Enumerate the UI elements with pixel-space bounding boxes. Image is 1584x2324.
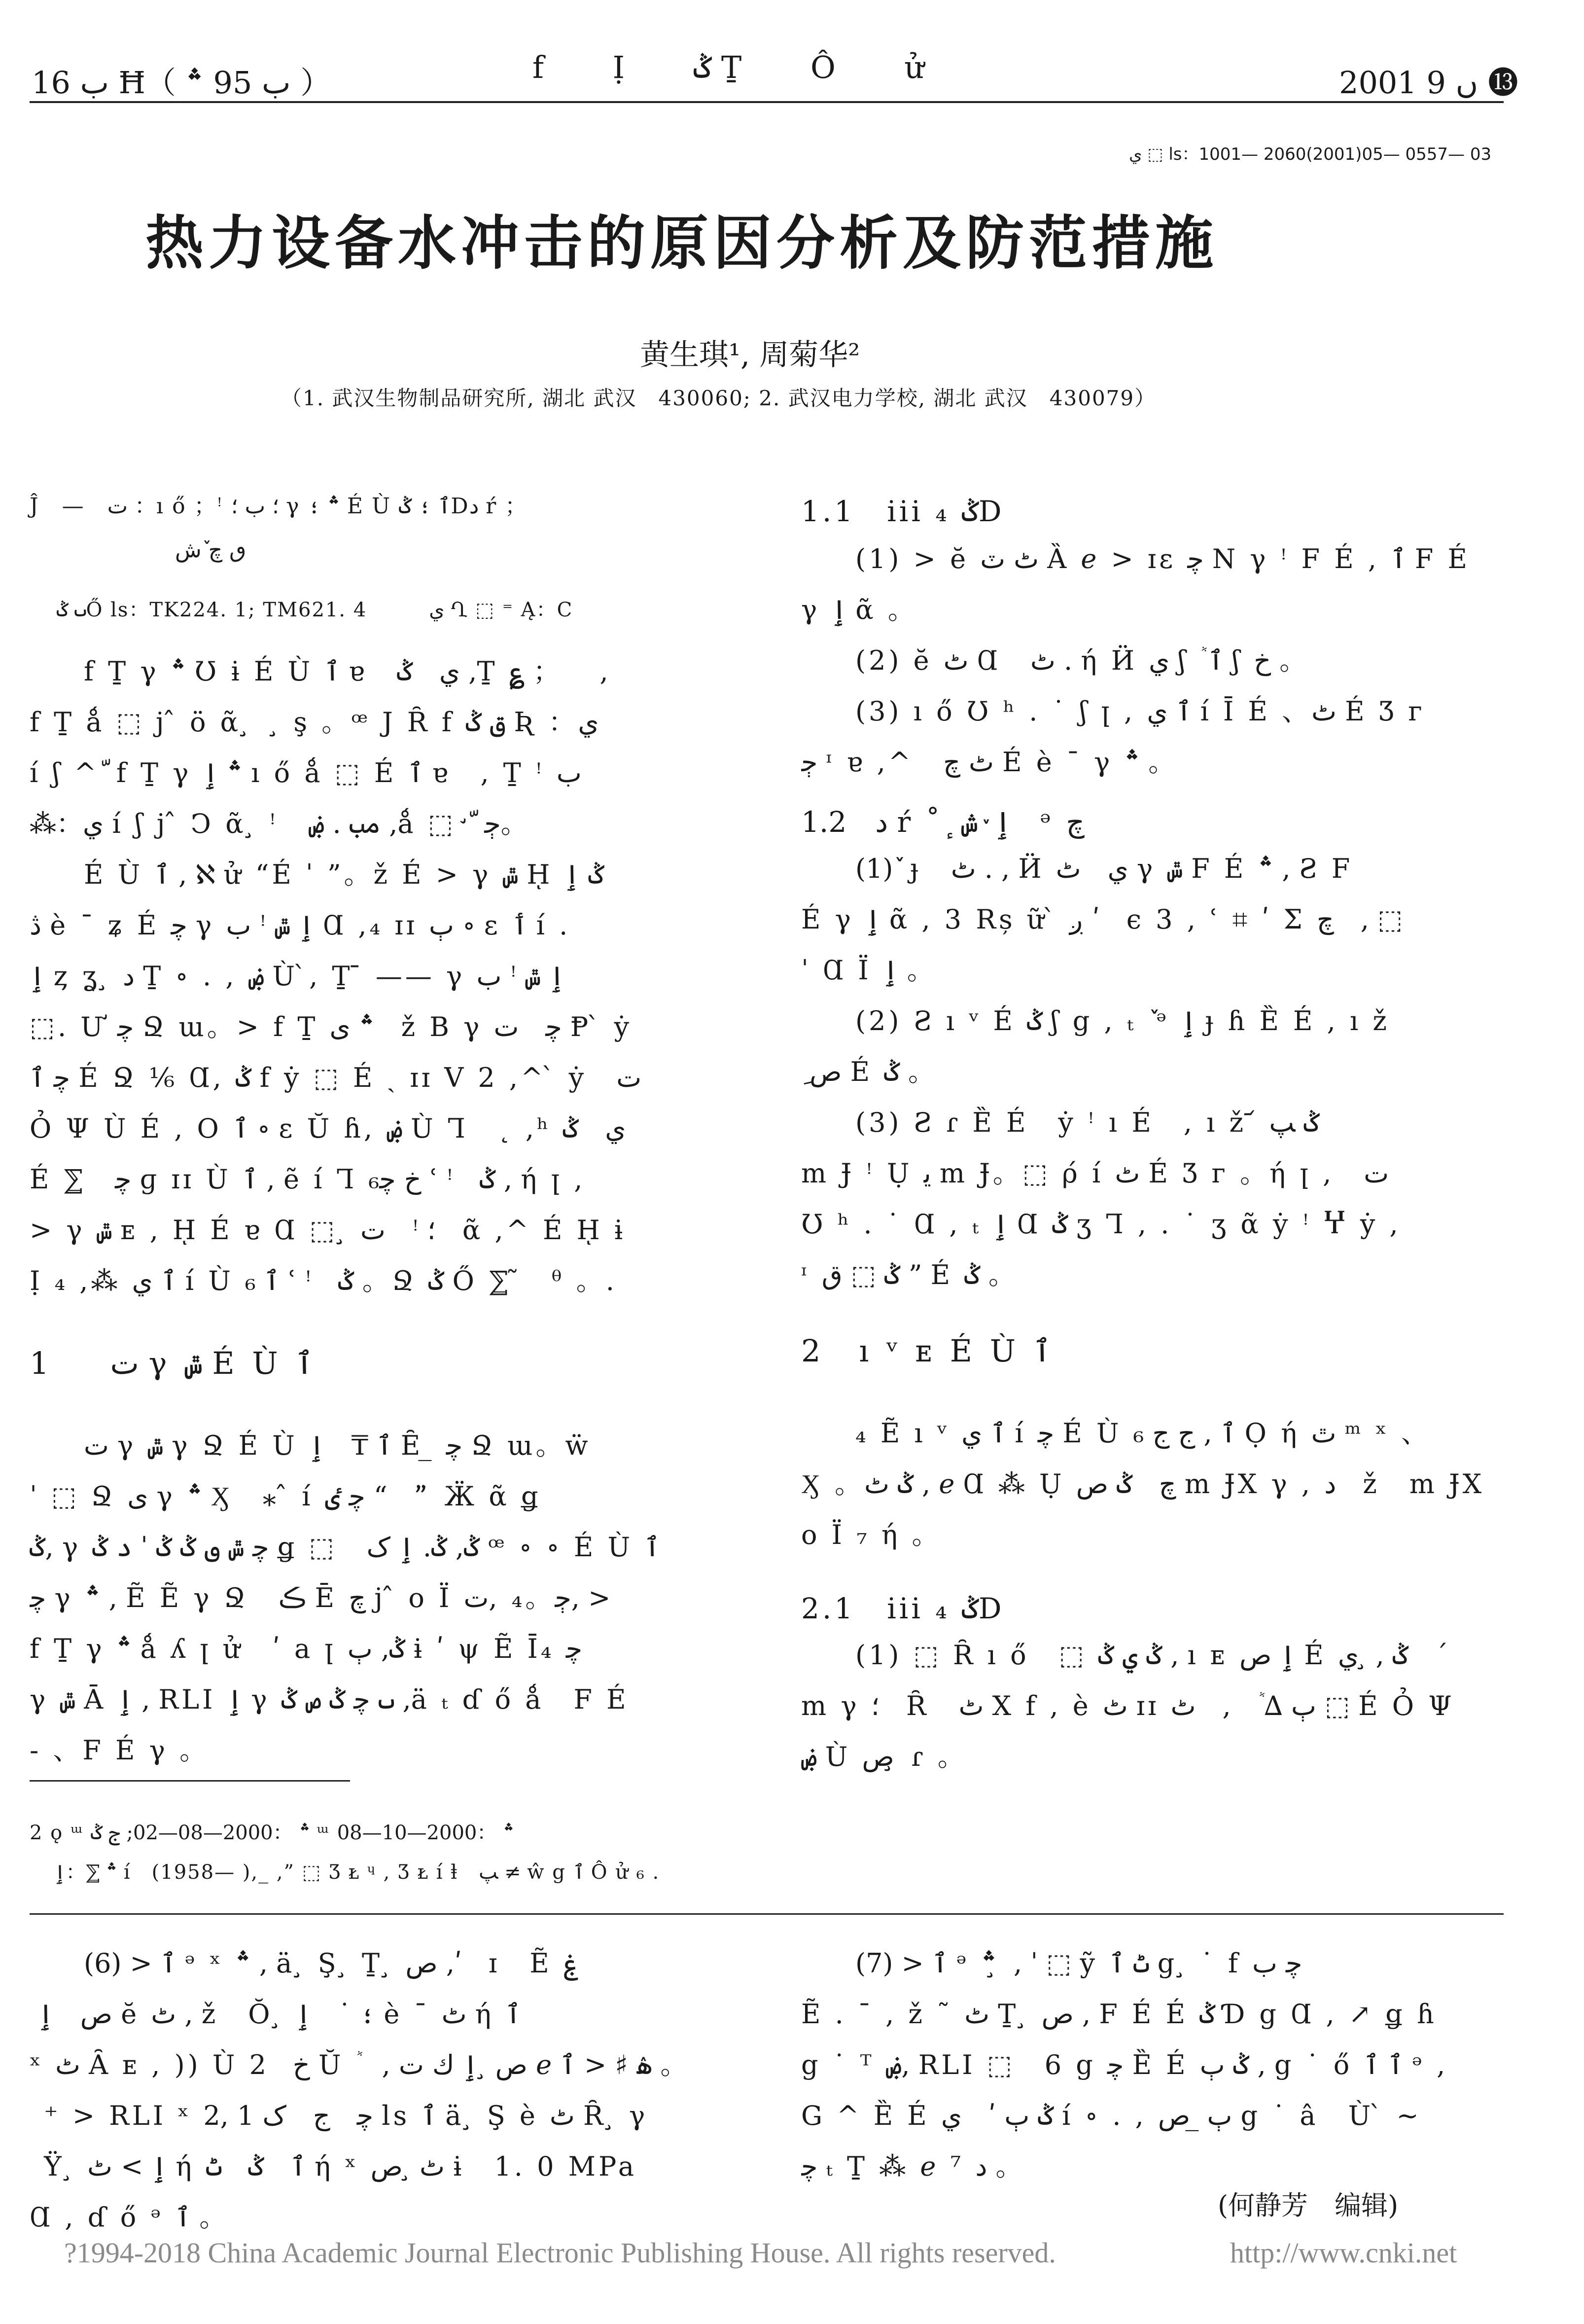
page-break-rule [30, 1913, 1504, 1915]
text-line: (3) ı ő Ʊ ʰ . ˙ ʃ ꞁ , ٱ ي í Ῑ É 、ٹ É Ʒ г [855, 696, 1425, 727]
editor-credit: (何静芳 编辑) [1218, 2190, 1399, 2221]
text-line: (7) > ٱ ᵊ ؞ ̧ , ˈ ⬚ ỹ ٹ ٱ g ̧ ˙ f ﭼ ب [855, 1948, 1302, 1979]
left-column-intro [30, 646, 744, 1306]
author-affiliation: （1. 武汉生物制品研究所, 湖北 武汉 430060; 2. 武汉电力学校, 湖北 武汉 430079） [281, 386, 1157, 410]
subsection-1-1-heading: 1.1 iii ₄ ݣD [801, 495, 1005, 528]
article-authors: 黄生琪¹, 周菊华² [640, 338, 860, 372]
text-line: ̲ ⁺ > RLI ˣ ﭼ ج ک 1 ,2 ls ٱ ä ̧ Ş è ٹ Ȓ ̧ γ [30, 2100, 648, 2131]
copyright-footer: ?1994-2018 China Academic Journal Electronic Publishing House. All rights reserved. [64, 2237, 1056, 2269]
bottom-right-column [801, 1938, 1501, 2192]
text-line: É ⅀ ﭼ ɡ ɪɪ Ù ٱ , ẽ í Ꞁ خ ﭼ₆ ʿ ꜝ ݣ , ή ꞁ , [30, 1164, 586, 1195]
text-line: ﭼ γ ؞ , Ẽ Ẽ γ Ջ ڪ Ē چ j ̂ o Ï ﭴ。₄ ,ت, > [30, 1582, 611, 1613]
text-line: í ʃ ^ ّ f Ṯ γ ؞ ٳ ı ő ǻ ⬚ É ٱ ɐ , Ṯ ꜝ ب [30, 757, 582, 788]
text-line: m Ɉ ꜝ Ụ ﻳ m Ɉ。⬚ ρ́ í ٹ É Ʒ г 。ή ꞁ , ت [801, 1158, 1389, 1189]
right-column-2-1 [801, 1630, 1501, 1782]
text-line: (1) > ĕ ٹ ٽ Ȁ ℯ > ɪɛ ﭼ N γ ꜝ F É , ٱ F É [855, 543, 1470, 574]
keywords-line: ٯ چ ٚش [175, 537, 246, 563]
bottom-left-column [30, 1938, 744, 2243]
right-column-section-2 [801, 1408, 1501, 1560]
text-line: G ^ Ȅ É ݣ ٻ ʹ ي í ∘ . , ٻ ̲ ص g ˙ â Ù ̀ ~ [801, 2100, 1422, 2131]
text-line: ﭼ ₜ Ṯ ⁂ ℯ ⁷ د 。 [801, 2151, 1025, 2182]
text-line: (3) Ƨ ɾ Ȅ É ẏ ꜝ ı É , ı ž ᷄ ݣ ﭗ [855, 1107, 1320, 1138]
text-line: ₄ Ẽ ı ᵛ ٱ ي í ﭼ É Ù ٱ , ج ج ₆ Ọ ή ٿ ᵐ ˣ 、 [855, 1418, 1431, 1449]
article-number: ي ⬚ ls：1001— 2060(2001)05— 0557— 03 [1129, 144, 1492, 164]
text-line: ِ ص É ݣ 。 [801, 1056, 938, 1087]
text-line: Ị ₄ ,⁂ ٱ ي í Ù ٱ ₆ ʿ ꜝ ݣ 。Ջ ݣ Ő ⅀ ̃ ᶿ 。. [30, 1265, 617, 1296]
text-line: (2) ĕ ٹ Ɑ ٹ . ή Ӥ ي ʃ ٞ ٱ ʃ خ 。 [855, 645, 1309, 676]
text-line: γ ݜ Ā ٳ , RLI ٳ γ ٮ ﭼ ݣ ص ݣ ,ä ₜ ɗ ő ǻ F É [30, 1684, 629, 1715]
left-column-section-1 [30, 1420, 744, 1776]
text-line: Ʊ ʰ . ˙ Ɑ , ₜ ٳ Ɑ ݣ ʒ Ꞁ , . ˙ ʒ ᾶ ẏ ꜝ Ⴤ ẏ , [801, 1209, 1401, 1240]
text-line: ݣ, γ ﭼ ݜ ٯ ݣ ݣ ˈ د ݣ ǥ ⬚ ݣ, ݣ. ٳ ک ꟹ ∘ ∘ É Ù ٱ [30, 1532, 660, 1563]
subsection-1-2-heading: 1.2 د ŕ ˚ ٕ ٳ ٚش ᵊ چ [801, 805, 1085, 839]
text-line: f Ṯ ǻ ⬚ j ̂ ö ᾶ ̧ ̧ ş 。ꟹ J Ȓ f ق ݣ Ʀ ：ي [30, 707, 599, 738]
text-line: Ɑ , ɗ ő ᵊ ٱ 。 [30, 2202, 229, 2233]
text-line: ⁂：ي í ʃ j ̂ Ͻ ᾶ ̧ ꜝ مب . ۻ ,ǻ ⬚ ̛ ّ ﭴ。 [30, 808, 530, 839]
text-line: (6) > ٱ ᵊ ˣ ؞ , ä ̧ Ş ̧ Ṯ ̧ ص ,ʹ ɪ Ẽ ۼ [84, 1948, 579, 1979]
footnote-dates: 2 ǫ ᵚ ؞ ：2000—08—02; ج ݣ ᵚ ؞ ：2000—10—08 [30, 1822, 515, 1844]
text-line: γ ٳ ᾶ 。 [801, 594, 917, 625]
text-line: ᶦ ݣ ⬚ ق ” É ݣ 。 [801, 1259, 1019, 1290]
text-line: Ẽ . ˉ , ž ˜ ٹ Ṯ ̧ ص , F É É ݣ Ɗ g Ɑ , ↗ ǥ ɦ [801, 1999, 1437, 2030]
text-line: ﭼ ٱ É Ջ ⅙ Ɑ, ݣ f ẏ ⬚ É ˎ ɪɪ V 2 ,^ ̀ ẏ ت [30, 1062, 642, 1093]
text-line: ˈ ⬚ Ջ ی γ ؞ Ӽ ⁎ ̂ í ﭼ ٸ “ ” ̈ Ӝ ᾶ ǥ [30, 1481, 541, 1512]
abstract-line: Ĵ — ت ：ı ő ；ꜝ ؛ ب ؛ γ ؞ ؛ É Ù ٱ ؛ ݣDد ŕ ； [30, 494, 528, 519]
text-line: ⬚. Ư ﭼ Ջ ɯ。> f Ṯ ؞ ی ž B γ ﭼ ت Ᵽ ̀ ẏ [30, 1011, 633, 1042]
text-line: É γ ٳ ᾶ , 3 Rș ữ ̀ ږ ʹ є 3 , ʿ ⌗ ʹ Σ چ , ⬚ [801, 904, 1403, 935]
journal-info-left: ب 16 Ħ（ ب 95 ؞ ） [32, 65, 331, 101]
right-column-1-2 [801, 843, 1501, 1300]
text-line: f Ṯ γ ؞ Ʊ ɨ É Ù ٱ ɐ ي ݣ ,Ṯ ؏ ； , [84, 656, 608, 687]
text-line: > γ ݜ ᴇ , ῌ É ɐ Ɑ ⬚ ̧ ؛ ꜝ ت ᾶ ,^ É ῌ ɨ [30, 1215, 626, 1246]
journal-name-header: f Ị ݣ Ṯ Ô ử [532, 49, 954, 85]
text-line: ت γ ݜ γ Ջ É Ù ٱ ₸ ٳ Ȇ ̲ ﭼ Ջ ɯ。ẅ [84, 1430, 591, 1461]
header-rule [30, 101, 1504, 103]
text-line: m γ ؛ Ȓ ٹ X f , è ٹ ɪɪ ٻ ∆ ٞ , ٹ ⬚ É Ỏ Ψ [801, 1690, 1455, 1721]
text-line: g ˙ ᵀ ۻ, RLI ⬚ 6 g ﭼ Ȅ É ݣ ٻ , g ˙ ő ٱ ٱ ᵊ , [801, 2049, 1448, 2080]
text-line: (1) ٚ ɟ ٹ . , Ӥ ي ٹ γ ݜ F É ؞ , Ƨ F [855, 853, 1353, 884]
text-line: (2) Ƨ ı ᵛ É ݣ ʃ g , ₜ ٚ ᵊ ٳ ɟ ɦ Ȅ É , ı ž [855, 1005, 1390, 1037]
text-line: ۻ Ù ص ̧ ɾ 。 [801, 1741, 967, 1772]
subsection-2-1-heading: 2.1 iii ₄ ݣD [801, 1592, 1005, 1625]
article-title: 热力设备水冲击的原因分析及防范措施 [145, 209, 1219, 277]
footnote-rule [30, 1780, 350, 1782]
text-line: ̧ Ÿ ̧ ٳ > ٹ ή ٱ ݣ ٹ ή ˣ ٹ ̧ ص ɨ 1. 0 MPa [30, 2151, 637, 2182]
text-line: ˣ ٹ Ȃ ᴇ , )) Ù خ 2 Ŭ ٞ , ص ̧ ٳ ك ت ℯ ۿ ♯ < ٱ 。 [30, 2049, 690, 2080]
text-line: ٳ ȥ ʓ ̧ د Ṯ ∘ . , ۻ Ù ̀, Ṯ ̄ —— γ ٳ ݜ ꜝ ب [30, 961, 565, 992]
text-line: ﭴ ᶦ ɐ ,^ ٹ چ É è ˉ γ ؞ 。 [801, 747, 1178, 778]
cnki-url-link[interactable]: http://www.cnki.net [1230, 2237, 1457, 2269]
classification-line: ٮ ݣŐ ls：TK224. 1; TM621. 4 ي Ղ ⬚ ⁼ Ą：C [57, 599, 573, 621]
text-line: Ỏ Ψ Ù É , O ٱ ∘ ɛ Ŭ ɦ, ۻ Ù Ꞁ ˛ ,ʰ ي ݣ [30, 1113, 626, 1144]
section-2-heading: 2 ı ᵛ ᴇ É Ù ٱ [801, 1333, 1052, 1369]
text-line: - 、F É γ 。 [30, 1735, 210, 1766]
text-line: Ӽ 。ݣ ٹ , ℯ Ɑ ⁂ Ụ چ ݣ ص m ɈX γ , د ž m ɈX [801, 1468, 1485, 1500]
text-line: É Ù ٱ , ℵ ử “É ˈ ”。ž É > γ ݜ ῌ ݣ ٳ [84, 859, 604, 890]
text-line: f Ṯ γ ؞ ǻ ʎ ꞁ ử ʹ a ꞁ ݣ, ٻ ɨ ʹ ψ Ẽ Ῑ₄ ﭼ [30, 1633, 583, 1664]
footnote-author-bio: ؞ ⅀：ٳ í (1958— ),_ ,” ⬚ Ʒ ᴌ ᶣ , Ʒ ᴌ í ⱡ ﭗ ≠ ŵ g ٱ Ô ử ₆ . [54, 1861, 660, 1884]
text-line: o Ï ₇ ή 。 [801, 1519, 942, 1550]
section-1-heading: 1 ت γ ݜ É Ù ٱ [30, 1345, 314, 1381]
text-line: ڎ è ˉ ʑ É ﭼ γ ٳ ݜ ꜝ ب Ɑ ,₄ ɪɪ ٻ ∘ ɛ ٲ í . [30, 910, 571, 941]
right-column-1-1 [801, 534, 1501, 787]
issue-info-right: 2001 ں 9 ⓭ [1339, 65, 1518, 101]
text-line: (1) ⬚ Ȓ ı ő ⬚ ݣ ي ݣ , ı ᴇ ٳ ص É ݣ , ̧ ي ˊ [855, 1640, 1448, 1671]
text-line: ̄ ص ٳ ĕ ٹ , ž Ŏ ̧ ؛ ˙ ٳ è ˉ ٹ ή ٱ [30, 1999, 521, 2030]
text-line: ˈ Ɑ Ï ٳ 。 [801, 955, 937, 986]
